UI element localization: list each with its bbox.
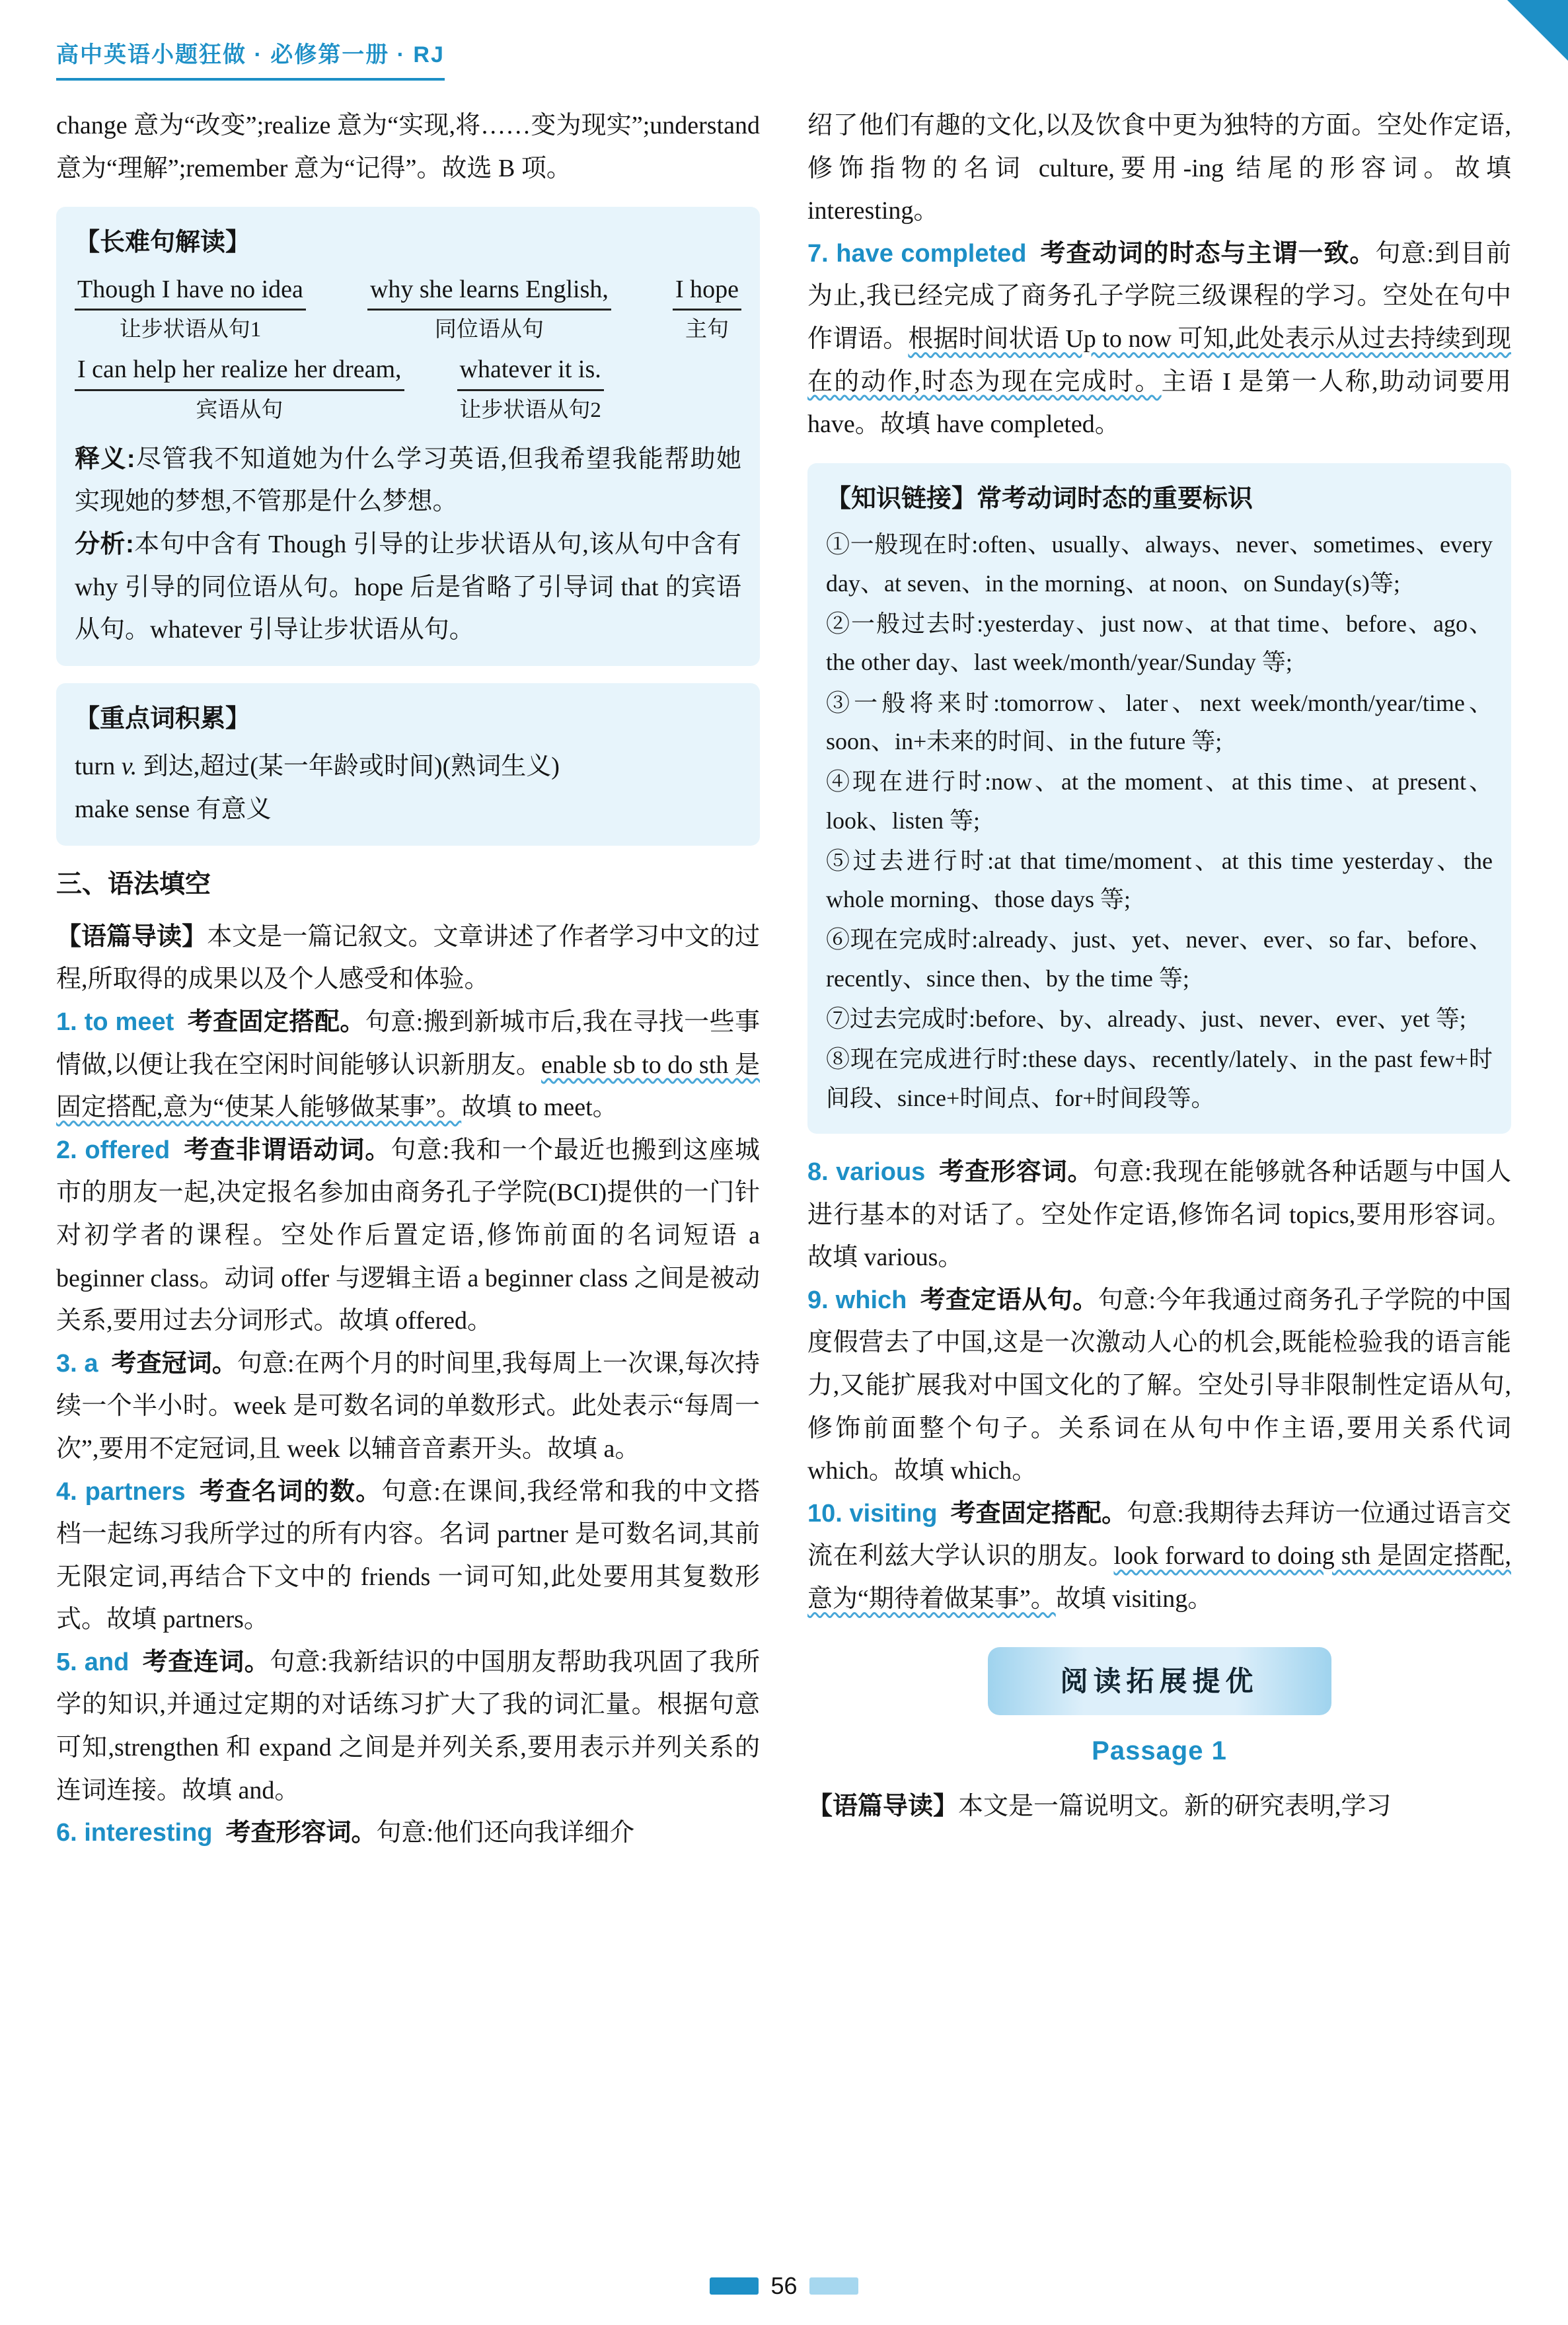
left-column [56,104,760,1855]
vocab-box-title: 【重点词积累】 [75,704,251,733]
paraphrase-label: 释义: [75,445,135,473]
test-point: 考查固定搭配。 [187,1008,365,1036]
clause-segment [75,355,404,424]
analysis-label: 分析: [75,530,134,558]
explanation: 句意:我新结识的中国朋友帮助我巩固了我所学的知识,并通过定期的对话练习扩大了我的词汇量。根据句意可知,strengthen 和 expand 之间是并列关系,要用表示并列关系的连词连接。故填 and。 [56,1648,760,1804]
answer-item-2 [56,1129,760,1343]
clause-label: 让步状语从句2 [459,398,601,422]
answer-item-6 [56,1812,760,1855]
tense-marker-entry: ⑧现在完成进行时:these days、recently/lately、in the past few+时间段、since+时间点、for+时间段等。 [826,1046,1493,1111]
clause-label: 主句 [685,318,729,342]
guide-text: 本文是一篇记叙文。文章讲述了作者学习中文的过程,所取得的成果以及个人感受和体验。 [56,922,760,994]
answer-key: 7. have completed [807,239,1027,268]
answer-key: 2. offered [56,1136,170,1164]
answer-key: 10. visiting [807,1499,938,1528]
clause-segment [673,275,741,344]
tense-marker-entry: ②一般过去时:yesterday、just now、at that time、before、ago、the other day、last week/month/year/Sunday 等; [826,610,1493,676]
explanation: 句意:在两个月的时间里,我每周上一次课,每次持续一个半小时。week 是可数名词的单数形式。此处表示“每周一次”,要用不定冠词,且 week 以辅音音素开头。故填 a。 [56,1349,760,1463]
book-title: 高中英语小题狂做 · 必修第一册 · RJ [56,36,445,81]
passage-1-title: Passage 1 [1092,1736,1227,1765]
guide-label: 【语篇导读】 [807,1792,959,1820]
clause-text: whatever it is. [457,355,604,391]
answer-key: 1. to meet [56,1008,174,1036]
test-point: 考查冠词。 [111,1349,237,1378]
guide-label: 【语篇导读】 [56,922,207,951]
test-point: 考查连词。 [142,1648,270,1676]
clause-label: 宾语从句 [196,398,283,422]
answer-key: 4. partners [56,1477,186,1506]
answer-item-9 [807,1279,1511,1493]
key-vocab-box [56,683,760,846]
clause-text: why she learns English, [367,275,611,311]
answer-item-10 [807,1493,1511,1621]
test-point: 考查动词的时态与主谓一致。 [1039,239,1376,268]
explanation: 句意:我和一个最近也搬到这座城市的朋友一起,决定报名参加由商务孔子学院(BCI)提供的一门针对初学者的课程。空处作后置定语,修饰前面的名词短语 a beginner class。动词 offer 与逻辑主语 a beginner class 之间是被动关系,要用过去分词形式。故填 offered。 [56,1136,760,1335]
answer-item-6-continuation: 绍了他们有趣的文化,以及饮食中更为独特的方面。空处作定语,修饰指物的名词 culture,要用-ing 结尾的形容词。故填 interesting。 [807,112,1511,225]
explanation: 句意:我期待去拜访一位通过语言交流在利兹大学认识的朋友。look forward to doing sth 是固定搭配,意为“期待着做某事”。故填 visiting。 [807,1499,1512,1613]
tense-marker-entry: ⑦过去完成时:before、by、already、just、never、ever、yet 等; [826,1006,1466,1033]
page-header [56,36,1512,81]
tense-marker-list [826,525,1493,1117]
explanation: 句意:他们还向我详细介 [376,1819,635,1847]
answer-key: 8. various [807,1158,926,1187]
diagram-row-1 [75,275,741,344]
knowledge-subtitle: 常考动词时态的重要标识 [977,484,1253,513]
tense-marker-entry: ④现在进行时:now、at the moment、at this time、at present、look、listen 等; [826,768,1493,834]
passage-guide [807,1785,1511,1828]
knowledge-link-box [807,463,1511,1134]
reading-extension-banner: 阅读拓展提优 [988,1647,1331,1715]
diagram-row-2 [75,355,741,424]
explanation: 句意:在课间,我经常和我的中文搭档一起练习我所学过的所有内容。名词 partner 是可数名词,其前无限定词,再结合下文中的 friends 一词可知,此处要用其复数形式。故填 partners。 [56,1477,760,1634]
footer-bar-right [809,2277,858,2295]
answer-item-1 [56,1001,760,1129]
answer-key: 6. interesting [56,1819,213,1847]
answer-key: 3. a [56,1349,98,1378]
paraphrase-paragraph [75,438,741,523]
test-point: 考查名词的数。 [198,1477,382,1506]
sentence-diagram [75,275,741,425]
clause-text: I can help her realize her dream, [75,355,404,391]
test-point: 考查形容词。 [938,1158,1094,1187]
explanation: 句意:今年我通过商务孔子学院的中国度假营去了中国,这是一次激动人心的机会,既能检验我的语言能力,又能扩展我对中国文化的了解。空处引导非限制性定语从句,修饰前面整个句子。关系词在从句中作主语,要用关系代词 which。故填 which。 [807,1286,1511,1485]
clause-label: 让步状语从句1 [119,318,262,342]
paragraph-option-analysis: change 意为“改变”;realize 意为“实现,将……变为现实”;understand 意为“理解”;remember 意为“记得”。故选 B 项。 [56,112,760,182]
tense-marker-entry: ③一般将来时:tomorrow、later、next week/month/year/time、soon、in+未来的时间、in the future 等; [826,689,1493,755]
tense-marker-entry: ①一般现在时:often、usually、always、never、sometimes、every day、at seven、in the morning、at noon、on Sunday(s)等; [826,531,1493,597]
right-column [807,104,1511,1855]
answer-item-7 [807,233,1511,446]
answer-key: 9. which [807,1286,907,1314]
answer-item-8 [807,1151,1511,1279]
test-point: 考查固定搭配。 [950,1499,1127,1528]
explanation: 句意:我现在能够就各种话题与中国人进行基本的对话了。空处作定语,修饰名词 topics,要用形容词。故填 various。 [807,1158,1511,1272]
clause-segment [75,275,306,344]
long-sentence-analysis-box [56,207,760,666]
explanation: 句意:到目前为止,我已经完成了商务孔子学院三级课程的学习。空处在句中作谓语。根据时间状语 Up to now 可知,此处表示从过去持续到现在的动作,时态为现在完成时。主语 I 是第一人称,助动词要用 have。故填 have completed。 [807,239,1511,439]
vocab-entry: make sense 有意义 [75,795,272,823]
tense-marker-entry: ⑤过去进行时:at that time/moment、at this time yesterday、the whole morning、those days 等; [826,847,1493,913]
clause-label: 同位语从句 [434,318,544,342]
explanation: 句意:搬到新城市后,我在寻找一些事情做,以便让我在空闲时间能够认识新朋友。enable sb to do sth 是固定搭配,意为“使某人能够做某事”。故填 to meet。 [56,1008,760,1122]
paraphrase-text: 尽管我不知道她为什么学习英语,但我希望我能帮助她实现她的梦想,不管那是什么梦想。 [75,445,741,516]
test-point: 考查形容词。 [225,1819,377,1847]
sentence-box-title: 【长难句解读】 [75,229,251,257]
analysis-paragraph [75,523,741,651]
knowledge-box-title [826,478,1493,521]
answer-key: 5. and [56,1648,130,1676]
test-point: 考查定语从句。 [920,1286,1098,1314]
passage-guide [56,916,760,1001]
test-point: 考查非谓语动词。 [183,1136,391,1164]
tense-marker-entry: ⑥现在完成时:already、just、yet、never、ever、so far、before、recently、since then、by the time 等; [826,926,1493,992]
corner-decoration [1507,0,1568,61]
footer-bar-left [710,2277,759,2295]
guide-text: 本文是一篇说明文。新的研究表明,学习 [958,1792,1392,1820]
grammar-fill-section-heading: 三、语法填空 [56,869,211,899]
clause-text: I hope [673,275,741,311]
page-footer [0,2272,1568,2300]
answer-item-3 [56,1343,760,1471]
knowledge-label: 【知识链接】 [826,484,977,513]
page-number: 56 [770,2272,798,2299]
answer-item-4 [56,1471,760,1641]
analysis-text: 本句中含有 Though 引导的让步状语从句,该从句中含有 why 引导的同位语从句。hope 后是省略了引导词 that 的宾语从句。whatever 引导让步状语从句。 [75,530,741,644]
clause-segment [457,355,604,424]
two-column-layout [56,104,1512,1855]
answer-item-5 [56,1641,760,1812]
clause-segment [367,275,611,344]
clause-text: Though I have no idea [75,275,306,311]
vocab-entry: turn v. 到达,超过(某一年龄或时间)(熟词生义) [75,753,560,781]
